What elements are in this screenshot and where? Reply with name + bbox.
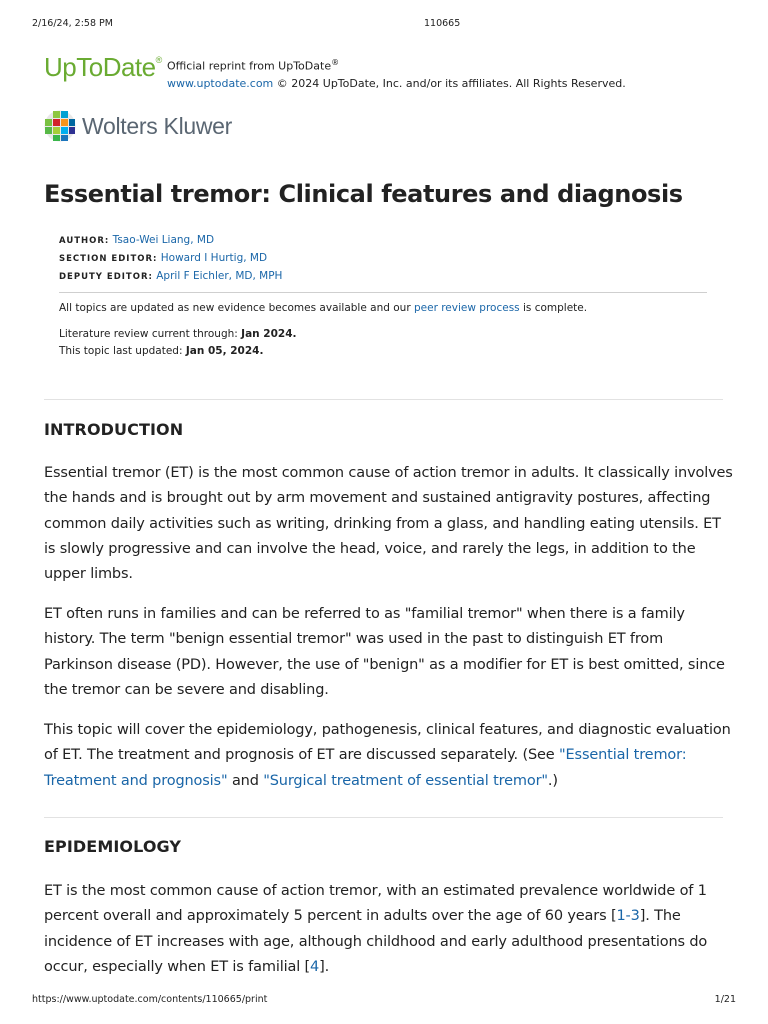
print-header	[32, 18, 736, 32]
section-divider	[44, 399, 723, 400]
reprint-mark: ®	[331, 58, 340, 67]
deputy-editor-label: DEPUTY EDITOR:	[59, 272, 153, 282]
uptodate-logo[interactable]	[44, 52, 162, 83]
section-divider	[44, 817, 723, 818]
logo-text: UpToDate	[44, 52, 156, 82]
last-updated-line	[59, 343, 719, 360]
epi-p1-text: ET is the most common cause of action tremor, with an estimated prevalence worldwide of 1 percent overall and approximately 5 percent in adults over the age of 60 years [	[44, 883, 707, 925]
last-updated-date: Jan 05, 2024.	[185, 345, 264, 357]
surgical-treatment-link[interactable]: "Surgical treatment of essential tremor"	[263, 772, 548, 789]
last-updated-label: This topic last updated:	[59, 345, 186, 357]
lit-review-label: Literature review current through:	[59, 328, 242, 340]
copyright-text: © 2024 UpToDate, Inc. and/or its affiliates. All Rights Reserved.	[276, 76, 626, 90]
section-editor-label: SECTION EDITOR:	[59, 254, 158, 264]
intro-p3-mid: and	[227, 772, 264, 789]
intro-p3-text: This topic will cover the epidemiology, pathogenesis, clinical features, and diagnostic evaluation of ET. The treatment and prognosis of ET are discussed separately. (See	[44, 722, 731, 764]
deputy-editor-link[interactable]: April F Eichler, MD, MPH	[156, 270, 283, 282]
site-link[interactable]: www.uptodate.com	[167, 76, 274, 90]
print-url: https://www.uptodate.com/contents/110665/print	[32, 994, 268, 1005]
author-link[interactable]: Tsao-Wei Liang, MD	[112, 234, 215, 246]
lit-review-date: Jan 2024.	[241, 328, 297, 340]
print-datetime: 2/16/24, 2:58 PM	[32, 18, 113, 29]
epi-p1-end: ].	[319, 958, 330, 975]
page-number: 1/21	[714, 994, 736, 1005]
intro-paragraph-2: ET often runs in families and can be referred to as "familial tremor" when there is a family history. The term "benign essential tremor" was used in the past to distinguish ET from Parkinson disease (PD). However, the use of "benign" as a modifier for ET is best omitted, since the tremor can be severe and disabling.	[44, 606, 725, 698]
update-note-text: All topics are updated as new evidence becomes available and our	[59, 302, 414, 314]
section-editor-link[interactable]: Howard I Hurtig, MD	[160, 252, 268, 264]
peer-review-link[interactable]: peer review process	[413, 302, 520, 314]
reprint-line: Official reprint from UpToDate	[167, 59, 332, 73]
update-note	[59, 300, 719, 317]
lit-review-line	[59, 326, 719, 343]
author-block	[59, 232, 282, 286]
logo-mark: ®	[155, 55, 162, 66]
intro-p3-end: .)	[547, 772, 558, 789]
wolters-kluwer-logo-icon	[44, 110, 76, 142]
page-title: Essential tremor: Clinical features and diagnosis	[44, 180, 683, 208]
treatment-prognosis-link[interactable]: "Essential tremor: Treatment and prognosis"	[44, 747, 687, 789]
epi-p1-text-2: ]. The incidence of ET increases with age, although childhood and early adulthood presentations do occur, especially when ET is familial [	[44, 908, 708, 975]
print-footer	[32, 994, 736, 1008]
epidemiology-heading: EPIDEMIOLOGY	[44, 837, 182, 856]
reprint-notice	[167, 54, 687, 92]
reference-link[interactable]: 4	[310, 958, 320, 975]
divider	[59, 292, 707, 293]
intro-paragraph-3	[44, 718, 734, 794]
update-notes	[59, 300, 719, 360]
publisher-name: Wolters Kluwer	[82, 113, 233, 139]
introduction-heading: INTRODUCTION	[44, 420, 184, 439]
print-doc-id: 110665	[424, 18, 461, 29]
update-note-end: is complete.	[519, 302, 588, 314]
author-label: AUTHOR:	[59, 236, 110, 246]
reference-link[interactable]: 1-3	[616, 908, 640, 925]
intro-paragraph-1: Essential tremor (ET) is the most common cause of action tremor in adults. It classically involves the hands and is brought out by arm movement and sustained antigravity postures, affecting common daily activities such as writing, drinking from a glass, and handling eating utensils. ET is slowly progressive and can involve the head, voice, and rarely the legs, in addition to the upper limbs.	[44, 465, 733, 583]
epidemiology-paragraph-1	[44, 879, 734, 980]
